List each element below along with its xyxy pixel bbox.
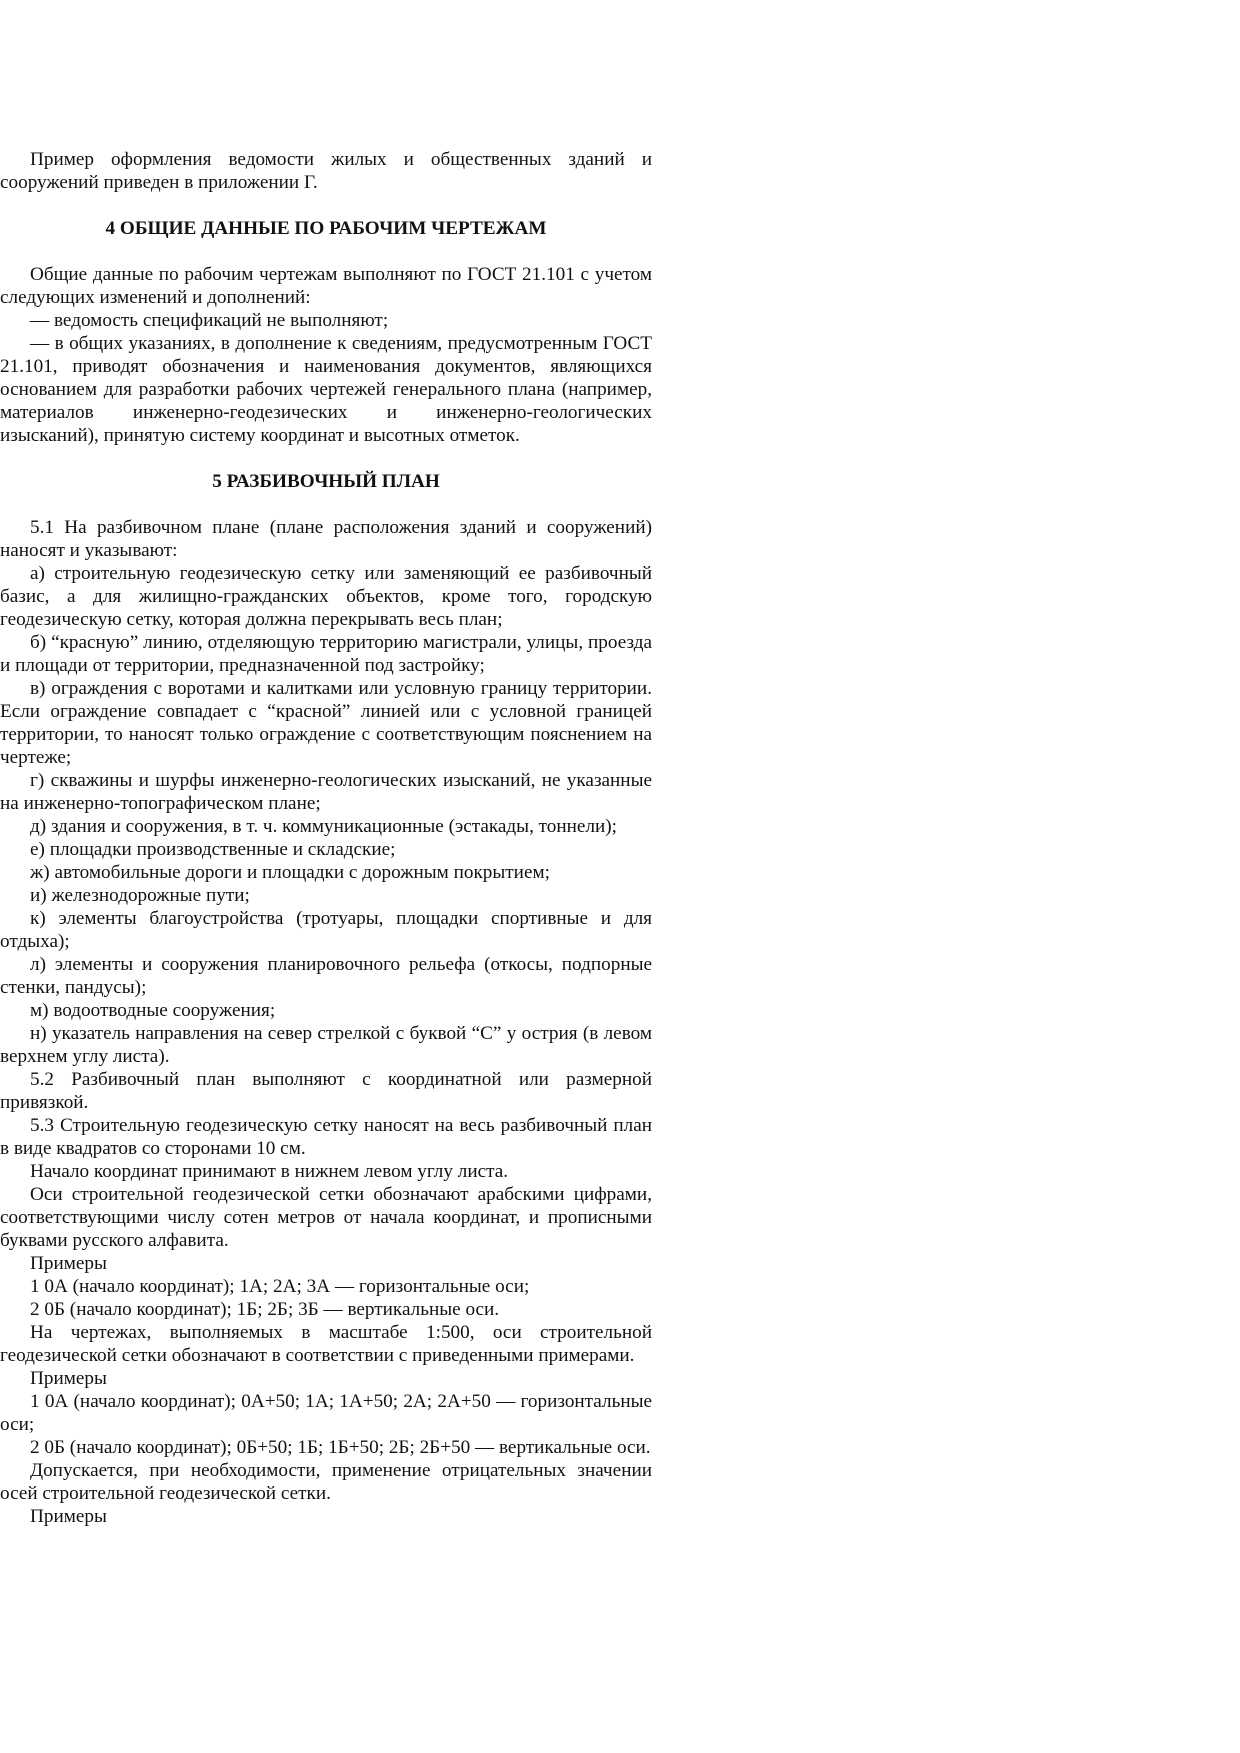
section-4-paragraph: Общие данные по рабочим чертежам выполняют по ГОСТ 21.101 с учетом следующих изменений и дополнений: bbox=[0, 264, 652, 308]
examples-label: Примеры bbox=[30, 1253, 107, 1274]
paragraph: Оси строительной геодезической сетки обозначают арабскими цифрами, соответствующими числу сотен метров от начала координат, и прописными буквами русского алфавита. bbox=[0, 1184, 652, 1251]
clause-5-3: 5.3 Строительную геодезическую сетку наносят на весь разбивочный план в виде квадратов со сторонами 10 см. bbox=[0, 1115, 652, 1159]
section-5-heading: 5 РАЗБИВОЧНЫЙ ПЛАН bbox=[212, 471, 440, 492]
list-item: г) скважины и шурфы инженерно-геологических изысканий, не указанные на инженерно-топографическом плане; bbox=[0, 770, 652, 814]
intro-paragraph: Пример оформления ведомости жилых и общественных зданий и сооружений приведен в приложении Г. bbox=[0, 149, 652, 193]
paragraph: Начало координат принимают в нижнем левом углу листа. bbox=[30, 1161, 509, 1182]
example-item: 1 0А (начало координат); 1А; 2А; 3А — горизонтальные оси; bbox=[30, 1276, 530, 1297]
list-item: е) площадки производственные и складские; bbox=[30, 839, 396, 860]
list-item: а) строительную геодезическую сетку или заменяющий ее разбивочный базис, а для жилищно-гражданских объектов, кроме того, городскую геодезическую сетку, которая должна перекрывать весь план; bbox=[0, 563, 652, 630]
clause-5-2: 5.2 Разбивочный план выполняют с координатной или размерной привязкой. bbox=[0, 1069, 652, 1113]
list-item: н) указатель направления на север стрелкой с буквой “С” у острия (в левом верхнем углу листа). bbox=[0, 1023, 652, 1067]
paragraph: Допускается, при необходимости, применение отрицательных значении осей строительной геодезической сетки. bbox=[0, 1460, 652, 1504]
list-item: б) “красную” линию, отделяющую территорию магистрали, улицы, проезда и площади от территории, предназначенной под застройку; bbox=[0, 632, 652, 676]
section-4-list-item: — в общих указаниях, в дополнение к сведениям, предусмотренным ГОСТ 21.101, приводят обозначения и наименования документов, являющихся основанием для разработки рабочих чертежей генерального плана (например, материалов инженерно-геодезических и инженерно-геологических изысканий), принятую систему координат и высотных отметок. bbox=[0, 333, 652, 446]
list-item: ж) автомобильные дороги и площадки с дорожным покрытием; bbox=[30, 862, 550, 883]
examples-label: Примеры bbox=[30, 1506, 107, 1527]
example-item: 2 0Б (начало координат); 1Б; 2Б; 3Б — вертикальные оси. bbox=[30, 1299, 500, 1320]
list-item: д) здания и сооружения, в т. ч. коммуникационные (эстакады, тоннели); bbox=[30, 816, 618, 837]
example-item: 2 0Б (начало координат); 0Б+50; 1Б; 1Б+50; 2Б; 2Б+50 — вертикальные оси. bbox=[30, 1437, 651, 1458]
section-4-list-item: — ведомость спецификаций не выполняют; bbox=[30, 310, 389, 331]
list-item: м) водоотводные сооружения; bbox=[30, 1000, 276, 1021]
list-item: к) элементы благоустройства (тротуары, площадки спортивные и для отдыха); bbox=[0, 908, 652, 952]
document-page bbox=[0, 148, 652, 1528]
paragraph: На чертежах, выполняемых в масштабе 1:500, оси строительной геодезической сетки обозначают в соответствии с приведенными примерами. bbox=[0, 1322, 652, 1366]
list-item: л) элементы и сооружения планировочного рельефа (откосы, подпорные стенки, пандусы); bbox=[0, 954, 652, 998]
examples-label: Примеры bbox=[30, 1368, 107, 1389]
list-item: в) ограждения с воротами и калитками или условную границу территории. Если ограждение совпадает с “красной” линией или с условной границей территории, то наносят только ограждение с соответствующим пояснением на чертеже; bbox=[0, 678, 652, 768]
clause-5-1: 5.1 На разбивочном плане (плане расположения зданий и сооружений) наносят и указывают: bbox=[0, 517, 652, 561]
example-item: 1 0А (начало координат); 0А+50; 1А; 1А+50; 2А; 2А+50 — горизонтальные оси; bbox=[0, 1391, 652, 1435]
list-item: и) железнодорожные пути; bbox=[30, 885, 250, 906]
section-4-heading: 4 ОБЩИЕ ДАННЫЕ ПО РАБОЧИМ ЧЕРТЕЖАМ bbox=[105, 218, 547, 239]
